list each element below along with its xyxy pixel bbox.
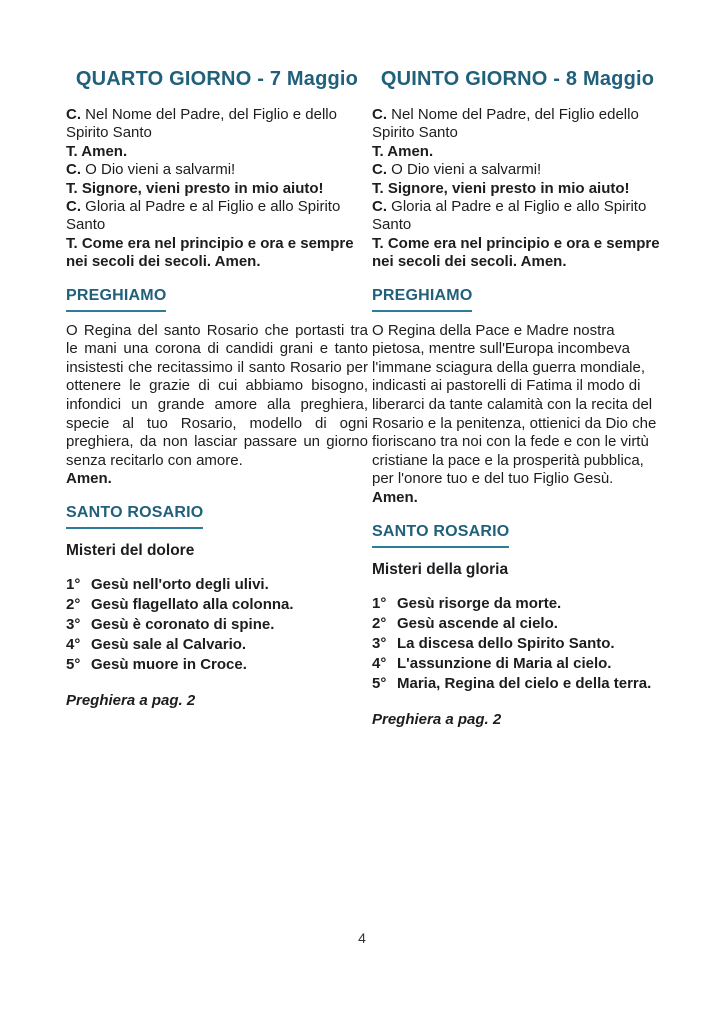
mystery-text: Gesù muore in Croce. (91, 656, 247, 673)
mystery-number: 3° (372, 634, 387, 652)
dialogue-text: Signore, vieni presto in mio aiuto! (387, 179, 630, 197)
mystery-number: 4° (66, 636, 81, 653)
preghiamo-heading: PREGHIAMO (66, 287, 166, 312)
dialogue-text: Signore, vieni presto in mio aiuto! (81, 179, 324, 197)
dialogue-text: Amen. (81, 142, 128, 160)
speaker-prefix: T. (66, 142, 78, 160)
speaker-prefix: C. (66, 198, 81, 216)
column-quarto-giorno (66, 68, 368, 709)
mystery-number: 5° (66, 656, 81, 673)
dialogue-text: Nel Nome del Padre, del Figlio e dello Spirito Santo (66, 106, 337, 142)
speaker-prefix: C. (66, 161, 81, 179)
day-title: QUINTO GIORNO - 8 Maggio (380, 68, 655, 90)
mysteries-list (66, 575, 368, 675)
mystery-text: Gesù sale al Calvario. (91, 636, 247, 653)
mystery-number: 1° (372, 594, 387, 612)
santo-rosario-heading: SANTO ROSARIO (372, 523, 509, 548)
speaker-prefix: T. (66, 234, 78, 252)
dialogue-line (372, 143, 663, 161)
prayer-text: O Regina del santo Rosario che portasti tra le mani una corona di candidi grani e tanto insistesti che recitassimo il santo Rosario per ottenere le grazie di cui abbiamo bisogno, infondici un grande amore alla preghiera, specie al tuo Rosario, modello di ogni preghiera, da non lasciar passare un giorno senza recitarlo con amore. (66, 321, 368, 469)
dialogue-line (372, 198, 663, 235)
mystery-item (66, 655, 368, 675)
preghiamo-heading: PREGHIAMO (372, 287, 472, 312)
mystery-item (66, 615, 368, 635)
opening-dialogue (66, 106, 368, 272)
dialogue-line (372, 161, 663, 179)
mystery-number: 4° (372, 654, 387, 672)
dialogue-text: Nel Nome del Padre, del Figlio edello Spirito Santo (372, 106, 639, 142)
mystery-text: Gesù risorge da morte. (397, 594, 562, 612)
dialogue-line (66, 106, 368, 143)
mystery-item (66, 595, 368, 615)
mystery-text: Gesù flagellato alla colonna. (91, 596, 294, 613)
mysteries-list (372, 594, 663, 694)
mystery-item (372, 674, 663, 694)
speaker-prefix: T. (372, 234, 384, 252)
mystery-item (372, 594, 663, 614)
mystery-item (372, 634, 663, 654)
dialogue-line (66, 143, 368, 161)
dialogue-text: O Dio vieni a salvarmi! (85, 161, 236, 179)
speaker-prefix: C. (372, 198, 387, 216)
mystery-text: La discesa dello Spirito Santo. (397, 634, 615, 652)
speaker-prefix: C. (66, 106, 81, 123)
mystery-text: Gesù nell'orto degli ulivi. (91, 576, 269, 593)
speaker-prefix: T. (372, 179, 384, 197)
speaker-prefix: C. (372, 106, 387, 123)
dialogue-text: Come era nel principio e ora e sempre nei secoli dei secoli. Amen. (372, 234, 660, 271)
mystery-item (66, 635, 368, 655)
dialogue-line (66, 161, 368, 179)
dialogue-line (66, 198, 368, 235)
prayer-text: O Regina della Pace e Madre nostra pietosa, mentre sull'Europa incombeva l'immane sciagura della guerra mondiale, indicasti ai pastorelli di Fatima il modo di liberarci da tante calamità con la recita del Rosario e la penitenza, ottienici da Dio che fioriscano tra noi con la fede e con le virtù cristiane la pace e la prosperità pubblica, per l'onore tuo e del tuo Figlio Gesù. (372, 321, 657, 488)
speaker-prefix: C. (372, 161, 387, 179)
speaker-prefix: T. (66, 179, 78, 197)
mystery-item (66, 575, 368, 595)
dialogue-line (66, 180, 368, 198)
speaker-prefix: T. (372, 142, 384, 160)
page-reference-note: Preghiera a pag. 2 (372, 710, 502, 728)
dialogue-text: O Dio vieni a salvarmi! (391, 161, 542, 179)
mystery-text: Gesù ascende al cielo. (397, 614, 558, 632)
amen-text: Amen. (66, 470, 112, 488)
dialogue-text: Amen. (387, 142, 434, 160)
mystery-number: 2° (66, 596, 81, 613)
dialogue-text: Gloria al Padre e al Figlio e allo Spirito Santo (66, 198, 341, 234)
mystery-number: 1° (66, 576, 81, 593)
dialogue-line (66, 235, 368, 272)
mystery-text: Gesù è coronato di spine. (91, 616, 275, 633)
mystery-number: 3° (66, 616, 81, 633)
mysteries-title: Misteri del dolore (66, 542, 195, 559)
page-reference-note: Preghiera a pag. 2 (66, 692, 196, 709)
amen-text: Amen. (372, 489, 418, 506)
mystery-number: 2° (372, 614, 387, 632)
santo-rosario-heading: SANTO ROSARIO (66, 504, 203, 529)
dialogue-line (372, 235, 663, 272)
mystery-item (372, 614, 663, 634)
dialogue-text: Gloria al Padre e al Figlio e allo Spirito Santo (372, 198, 647, 234)
dialogue-line (372, 180, 663, 198)
mystery-text: Maria, Regina del cielo e della terra. (397, 674, 652, 692)
page-number: 4 (358, 930, 366, 946)
day-title: QUARTO GIORNO - 7 Maggio (75, 68, 359, 90)
dialogue-text: Come era nel principio e ora e sempre nei secoli dei secoli. Amen. (66, 234, 354, 271)
mystery-number: 5° (372, 674, 387, 692)
dialogue-line (372, 106, 663, 143)
column-quinto-giorno (372, 68, 663, 728)
opening-dialogue (372, 106, 663, 272)
mystery-item (372, 654, 663, 674)
mystery-text: L'assunzione di Maria al cielo. (397, 654, 612, 672)
mysteries-title: Misteri della gloria (372, 560, 509, 578)
